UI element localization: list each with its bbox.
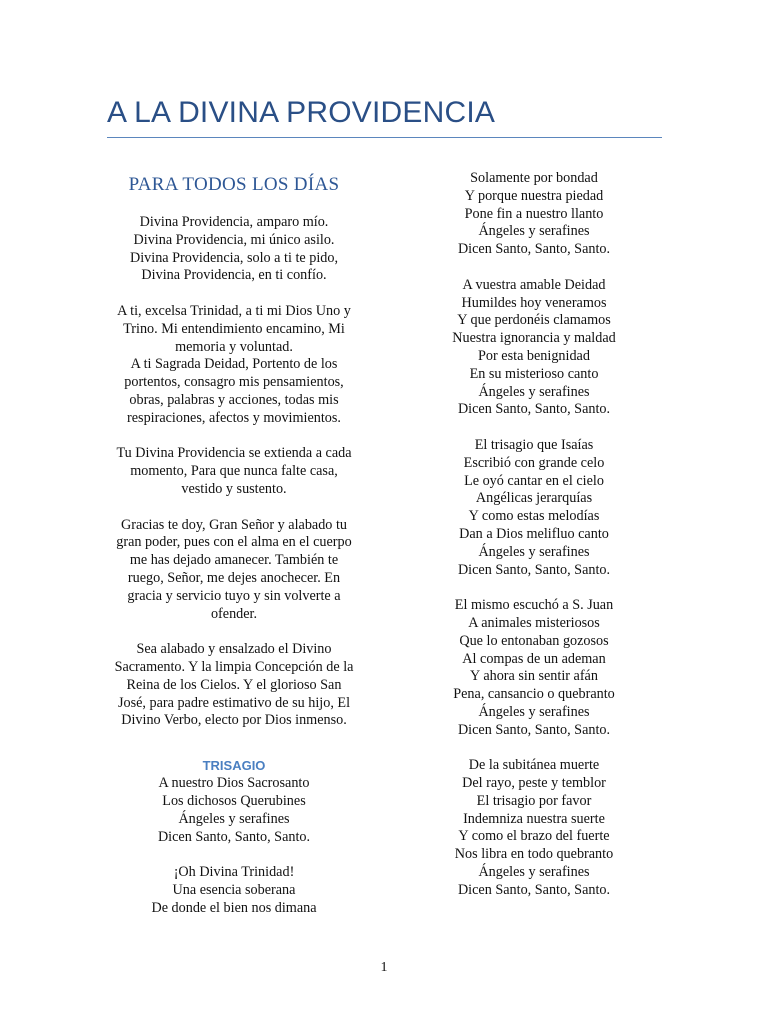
page-title: A LA DIVINA PROVIDENCIA	[107, 96, 496, 129]
prayer-paragraph	[100, 303, 368, 428]
stanza	[430, 170, 638, 259]
text-line: José, para padre estimativo de su hijo, El	[117, 694, 351, 711]
text-line: respiraciones, afectos y movimientos.	[127, 409, 341, 426]
text-line: A nuestro Dios Sacrosanto	[158, 775, 310, 792]
text-line: Que lo entonaban gozosos	[459, 632, 609, 649]
text-line: Tu Divina Providencia se extienda a cada	[116, 445, 352, 462]
text-line: ¡Oh Divina Trinidad!	[173, 864, 295, 881]
text-line: Al compas de un ademan	[462, 650, 606, 667]
text-line: Dicen Santo, Santo, Santo.	[457, 721, 611, 738]
text-line: Pena, cansancio o quebranto	[453, 686, 615, 703]
right-column	[430, 170, 638, 900]
text-line: vestido y sustento.	[181, 480, 287, 497]
text-line: obras, palabras y acciones, todas mis	[129, 391, 339, 408]
prayer-paragraph	[100, 214, 368, 285]
prayer-paragraph	[100, 641, 368, 730]
text-line: Del rayo, peste y temblor	[462, 775, 606, 792]
text-line: Y que perdonéis clamamos	[457, 312, 611, 329]
text-line: Divina Providencia, solo a ti te pido,	[129, 249, 339, 266]
text-line: A ti Sagrada Deidad, Portento de los	[130, 356, 338, 373]
text-line: gracia y servicio tuyo y sin volverte a	[127, 587, 341, 604]
title-underline	[107, 137, 662, 138]
text-line: Y como el brazo del fuerte	[458, 828, 610, 845]
text-line: Ángeles y serafines	[478, 223, 590, 240]
text-line: Divina Providencia, en ti confío.	[141, 267, 327, 284]
text-line: De donde el bien nos dimana	[151, 899, 317, 916]
trisagio-stanzas	[100, 775, 368, 917]
stanza	[100, 775, 368, 846]
text-line: Dan a Dios melifluo canto	[459, 525, 609, 542]
text-line: memoria y voluntad.	[175, 338, 293, 355]
text-line: El trisagio que Isaías	[474, 436, 594, 453]
text-line: Sea alabado y ensalzado el Divino	[136, 641, 332, 658]
stanza	[430, 277, 638, 419]
text-line: Ángeles y serafines	[478, 703, 590, 720]
text-line: Nos libra en todo quebranto	[454, 846, 614, 863]
left-column	[100, 174, 368, 917]
text-line: Dicen Santo, Santo, Santo.	[457, 881, 611, 898]
text-line: Dicen Santo, Santo, Santo.	[157, 828, 311, 845]
text-line: Nuestra ignorancia y maldad	[452, 330, 616, 347]
text-line: ruego, Señor, me dejes anochecer. En	[127, 569, 341, 586]
text-line: ofender.	[210, 605, 258, 622]
text-line: Indemniza nuestra suerte	[463, 810, 605, 827]
text-line: Sacramento. Y la limpia Concepción de la	[114, 658, 354, 675]
text-line: Dicen Santo, Santo, Santo.	[457, 561, 611, 578]
text-line: A ti, excelsa Trinidad, a ti mi Dios Uno y	[117, 302, 351, 319]
stanza	[430, 437, 638, 579]
text-line: Y como estas melodías	[468, 508, 600, 525]
text-line: El mismo escuchó a S. Juan	[454, 597, 614, 614]
text-line: A animales misteriosos	[468, 614, 600, 631]
page-number: 1	[380, 960, 388, 975]
text-line: Divina Providencia, amparo mío.	[139, 214, 329, 230]
section-heading: PARA TODOS LOS DÍAS	[128, 174, 340, 195]
stanza	[430, 757, 638, 899]
text-line: Divina Providencia, mi único asilo.	[133, 231, 335, 248]
text-line: El trisagio por favor	[476, 792, 592, 809]
text-line: me has dejado amanecer. También te	[129, 552, 339, 569]
text-line: Dicen Santo, Santo, Santo.	[457, 241, 611, 258]
trisagio-stanzas-continued	[430, 170, 638, 900]
prayer-paragraph	[100, 445, 368, 498]
text-line: Ángeles y serafines	[478, 543, 590, 560]
text-line: Pone fin a nuestro llanto	[464, 205, 604, 222]
text-line: Los dichosos Querubines	[162, 792, 306, 809]
text-line: Gracias te doy, Gran Señor y alabado tu	[120, 516, 347, 533]
text-line: Y ahora sin sentir afán	[470, 668, 598, 685]
text-line: Dicen Santo, Santo, Santo.	[457, 401, 611, 418]
text-line: Por esta benignidad	[478, 347, 590, 364]
text-line: Humildes hoy veneramos	[461, 294, 607, 311]
text-line: gran poder, pues con el alma en el cuerpo	[116, 534, 352, 551]
prayer-paragraphs	[100, 214, 368, 730]
text-line: Ángeles y serafines	[478, 383, 590, 400]
text-line: Le oyó cantar en el cielo	[464, 472, 604, 489]
text-line: Divino Verbo, electo por Dios inmenso.	[121, 712, 347, 729]
text-line: portentos, consagro mis pensamientos,	[124, 374, 344, 391]
text-line: A vuestra amable Deidad	[462, 276, 606, 293]
text-line: momento, Para que nunca falte casa,	[130, 463, 338, 480]
text-line: Ángeles y serafines	[178, 810, 290, 827]
text-line: Solamente por bondad	[470, 170, 598, 186]
text-line: Trino. Mi entendimiento encamino, Mi	[123, 320, 345, 337]
prayer-paragraph	[100, 517, 368, 624]
trisagio-heading: TRISAGIO	[202, 758, 266, 774]
stanza	[430, 597, 638, 739]
stanza	[100, 864, 368, 917]
text-line: De la subitánea muerte	[468, 757, 600, 774]
text-line: Angélicas jerarquías	[475, 490, 593, 507]
text-line: Y porque nuestra piedad	[464, 187, 604, 204]
text-line: Reina de los Cielos. Y el glorioso San	[126, 676, 342, 693]
text-line: En su misterioso canto	[469, 365, 599, 382]
text-line: Escribió con grande celo	[463, 454, 605, 471]
text-line: Una esencia soberana	[172, 881, 296, 898]
text-line: Ángeles y serafines	[478, 864, 590, 881]
